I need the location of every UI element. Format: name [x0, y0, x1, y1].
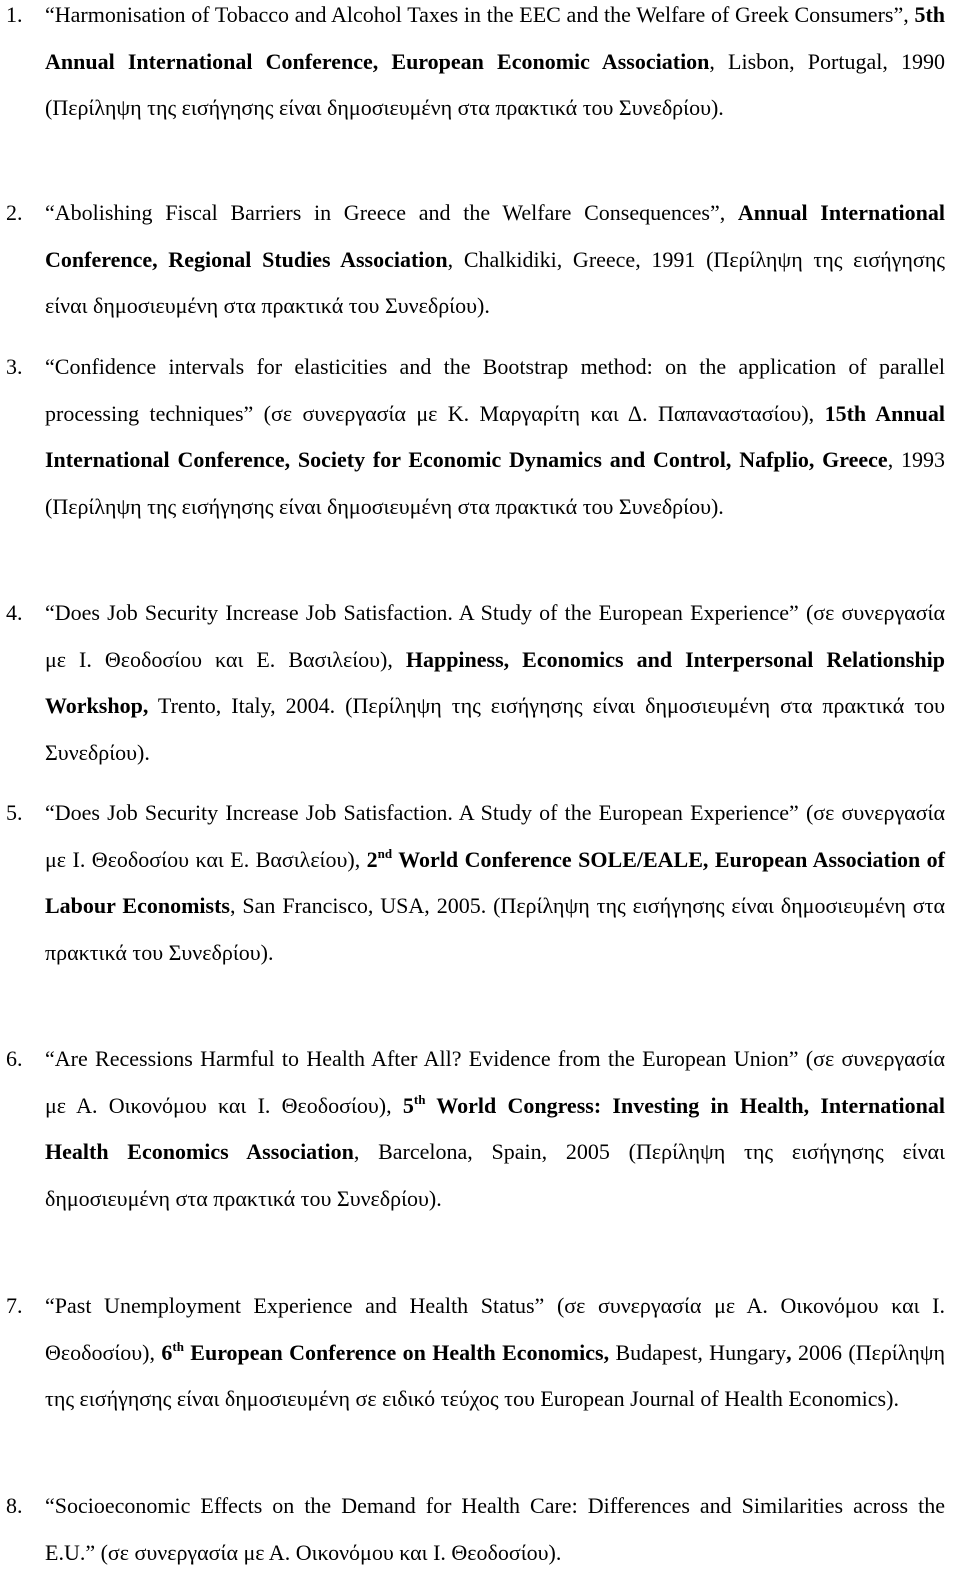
entry-title: “Does Job Security Increase Job Satisfaction. A Study of the European Experience” (σε συνεργασία με Ι. Θεοδοσίου και Ε. Βασιλείου), [45, 600, 945, 672]
entry-details: , Barcelona, Spain, 2005 (Περίληψη της εισήγησης είναι δημοσιευμένη στα πρακτικά του Συνεδρίου). [45, 1139, 945, 1211]
entry-conference: 5th Annual International Conference, European Economic Association [45, 2, 945, 74]
entry-ordinal-suffix: th [413, 1091, 426, 1107]
entry-comma: , [786, 1339, 792, 1365]
entry-number: 8. [6, 1493, 23, 1518]
entry-title: “Abolishing Fiscal Barriers in Greece and the Welfare Consequences”, [45, 200, 738, 225]
entry-details: , San Francisco, USA, 2005. (Περίληψη της εισήγησης είναι δημοσιευμένη στα πρακτικά του Συνεδρίου). [45, 893, 945, 965]
entry-number: 5. [6, 800, 23, 825]
entry-ordinal-suffix: th [172, 1338, 184, 1354]
entry-number: 7. [6, 1293, 23, 1318]
entry-title: “Socioeconomic Effects on the Demand for Health Care: Differences and Similarities across the E.U.” (σε συνεργασία με Α. Οικονόμου και Ι. Θεοδοσίου). [45, 1493, 945, 1565]
entry-ordinal-suffix: nd [377, 845, 393, 861]
entry-number: 3. [6, 354, 23, 379]
entry-details: , Lisbon, Portugal, 1990 (Περίληψη της εισήγησης είναι δημοσιευμένη στα πρακτικά του Συνεδρίου). [45, 48, 945, 120]
entry-text [45, 0, 945, 132]
entry-text [45, 1036, 945, 1222]
entry-title: “Confidence intervals for elasticities and the Bootstrap method: on the application of parallel processing techniques” (σε συνεργασία με Κ. Μαργαρίτη και Δ. Παπαναστασίου), [45, 354, 945, 426]
entry-conference-ordinal: 6 [161, 1339, 173, 1365]
entry-text [45, 590, 945, 776]
entry-text [45, 1283, 945, 1423]
entry-number: 6. [6, 1046, 23, 1071]
entry-details: Trento, Italy, 2004. (Περίληψη της εισήγησης είναι δημοσιευμένη στα πρακτικά του Συνεδρίου). [45, 693, 945, 765]
entry-title: “Does Job Security Increase Job Satisfaction. A Study of the European Experience” (σε συνεργασία με Ι. Θεοδοσίου και Ε. Βασιλείου), [45, 800, 945, 872]
entry-conference: Happiness, Economics and Interpersonal Relationship Workshop, [45, 646, 945, 718]
entry-title: “Are Recessions Harmful to Health After All? Evidence from the European Union” (σε συνεργασία με Α. Οικονόμου και Ι. Θεοδοσίου), [45, 1046, 945, 1118]
entry-conference: World Conference SOLE/EALE, European Association of Labour Economists [45, 846, 945, 918]
entry-title: “Past Unemployment Experience and Health Status” (σε συνεργασία με Α. Οικονόμου και Ι. Θεοδοσίου), [45, 1293, 945, 1365]
entry-conference: Annual International Conference, Regional Studies Association [45, 200, 945, 272]
entry-conference: 15th Annual International Conference, Society for Economic Dynamics and Control, Nafplio, Greece [45, 400, 945, 472]
entry-number: 1. [6, 2, 23, 27]
entry-conference-ordinal: 5 [402, 1092, 414, 1118]
entry-text [45, 790, 945, 976]
entry-number: 4. [6, 600, 23, 625]
entry-text [45, 1483, 945, 1576]
entry-conference-ordinal: 2 [366, 846, 378, 872]
entry-details: , Chalkidiki, Greece, 1991 (Περίληψη της εισήγησης είναι δημοσιευμένη στα πρακτικά του Συνεδρίου). [45, 246, 945, 318]
entry-conference: European Conference on Health Economics, [183, 1339, 610, 1365]
entry-title: “Harmonisation of Tobacco and Alcohol Taxes in the EEC and the Welfare of Greek Consumers”, [45, 2, 915, 27]
entry-number: 2. [6, 200, 23, 225]
entry-details: 2006 (Περίληψη της εισήγησης είναι δημοσιευμένη σε ειδικό τεύχος του European Journal of Health Economics). [45, 1339, 945, 1411]
entry-location: Budapest, Hungary [609, 1339, 787, 1365]
entry-details: , 1993 (Περίληψη της εισήγησης είναι δημοσιευμένη στα πρακτικά του Συνεδρίου). [45, 447, 945, 519]
entry-conference: World Congress: Investing in Health, International Health Economics Association [45, 1092, 946, 1164]
entry-text [45, 344, 945, 530]
entry-text [45, 190, 945, 330]
